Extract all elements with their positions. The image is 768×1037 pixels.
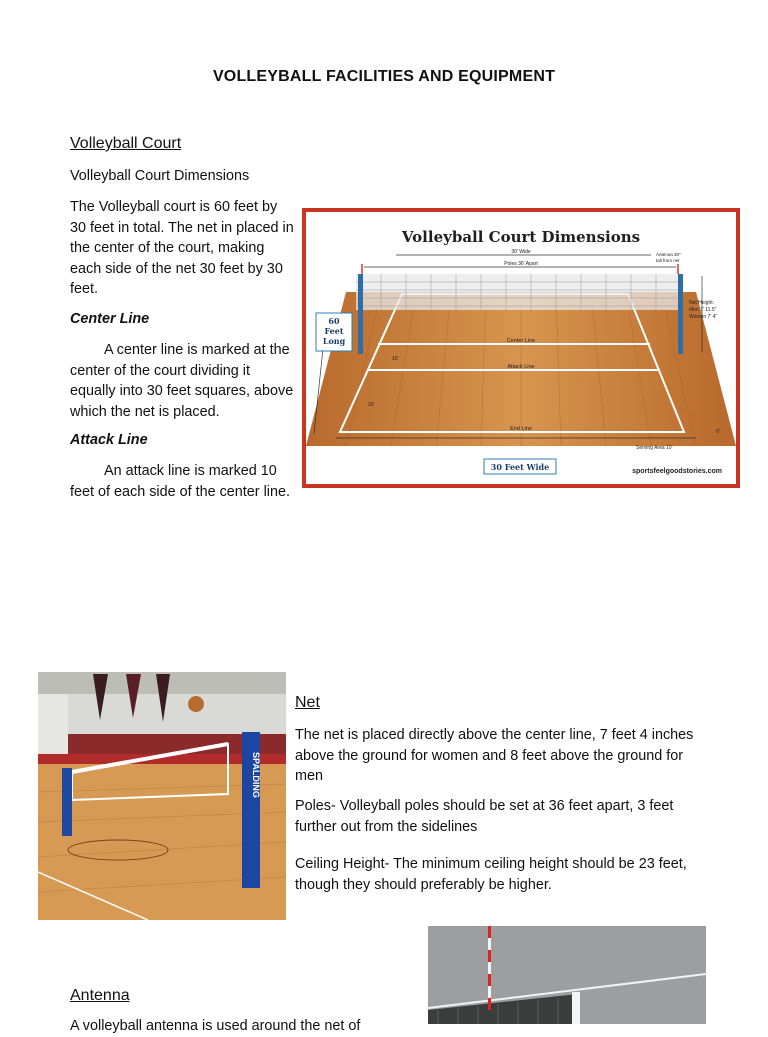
source-credit: sportsfeelgoodstories.com bbox=[632, 468, 722, 475]
net-height-label-2: Men 7' 11.5" bbox=[689, 307, 717, 313]
court-heading: Volleyball Court bbox=[70, 135, 182, 152]
end-line-label: End Line bbox=[510, 426, 532, 432]
length-label-2: Feet bbox=[324, 326, 344, 336]
antenna-note-1: Antenna 30" bbox=[656, 252, 681, 257]
left-pole bbox=[358, 274, 363, 354]
wide-30-label: 30' Wide bbox=[511, 249, 531, 255]
red-white-antenna bbox=[488, 926, 491, 1010]
serving-area-label: Serving Area 10' bbox=[636, 445, 673, 451]
court-diagram bbox=[306, 212, 736, 484]
center-line-label: Center Line bbox=[506, 338, 536, 344]
court-dimensions-figure bbox=[302, 208, 740, 488]
left-pole bbox=[62, 768, 72, 836]
court-paragraph: The Volleyball court is 60 feet by 30 feet in total. The net in placed in the center of the court, making each side of the net 30 feet by 30 feet. bbox=[70, 199, 294, 298]
antenna-heading: Antenna bbox=[70, 987, 130, 1004]
gym-net-photo bbox=[38, 672, 286, 920]
ceiling-paragraph: Ceiling Height- The minimum ceiling height should be 23 feet, though they should preferably be higher. bbox=[295, 856, 687, 893]
center-line-heading: Center Line bbox=[70, 311, 150, 327]
page-title: VOLLEYBALL FACILITIES AND EQUIPMENT bbox=[212, 68, 556, 85]
antenna-photo bbox=[428, 926, 706, 1024]
net bbox=[356, 274, 681, 310]
width-label: 30 Feet Wide bbox=[490, 462, 550, 472]
figure-title: Volleyball Court Dimensions bbox=[401, 228, 641, 246]
antenna-note-2: tall from net bbox=[656, 258, 680, 263]
right-pole bbox=[678, 274, 683, 354]
pole-brand: SPALDING bbox=[251, 752, 261, 798]
ten-feet-label: 10' bbox=[392, 356, 399, 362]
twenty-feet-label: 20' bbox=[368, 402, 375, 408]
net-height-label-1: Net Height: bbox=[689, 300, 715, 306]
poles-paragraph: Poles- Volleyball poles should be set at 36 feet apart, 3 feet further out from the sidelines bbox=[295, 798, 674, 835]
center-line-paragraph: A center line is marked at the center of the court dividing it equally into 30 feet squares, above which the net is placed. bbox=[70, 342, 294, 420]
net-paragraph: The net is placed directly above the center line, 7 feet 4 inches above the ground for women and 8 feet above the ground for men bbox=[295, 727, 694, 785]
six-feet-label: 6' bbox=[716, 429, 720, 435]
length-label-1: 60 bbox=[328, 316, 340, 326]
net-height-label-3: Women 7' 4" bbox=[689, 314, 718, 320]
attack-line-label: Attack Line bbox=[507, 364, 535, 370]
net-heading: Net bbox=[295, 694, 320, 711]
length-label-3: Long bbox=[322, 336, 346, 346]
attack-line-paragraph: An attack line is marked 10 feet of each side of the center line. bbox=[70, 463, 290, 500]
antenna-paragraph: A volleyball antenna is used around the net of bbox=[70, 1018, 361, 1034]
attack-line-heading: Attack Line bbox=[70, 432, 148, 448]
poles-apart-label: Poles 36' Apart bbox=[504, 261, 538, 267]
court-subheading: Volleyball Court Dimensions bbox=[70, 168, 250, 184]
wall-logo bbox=[188, 696, 204, 712]
